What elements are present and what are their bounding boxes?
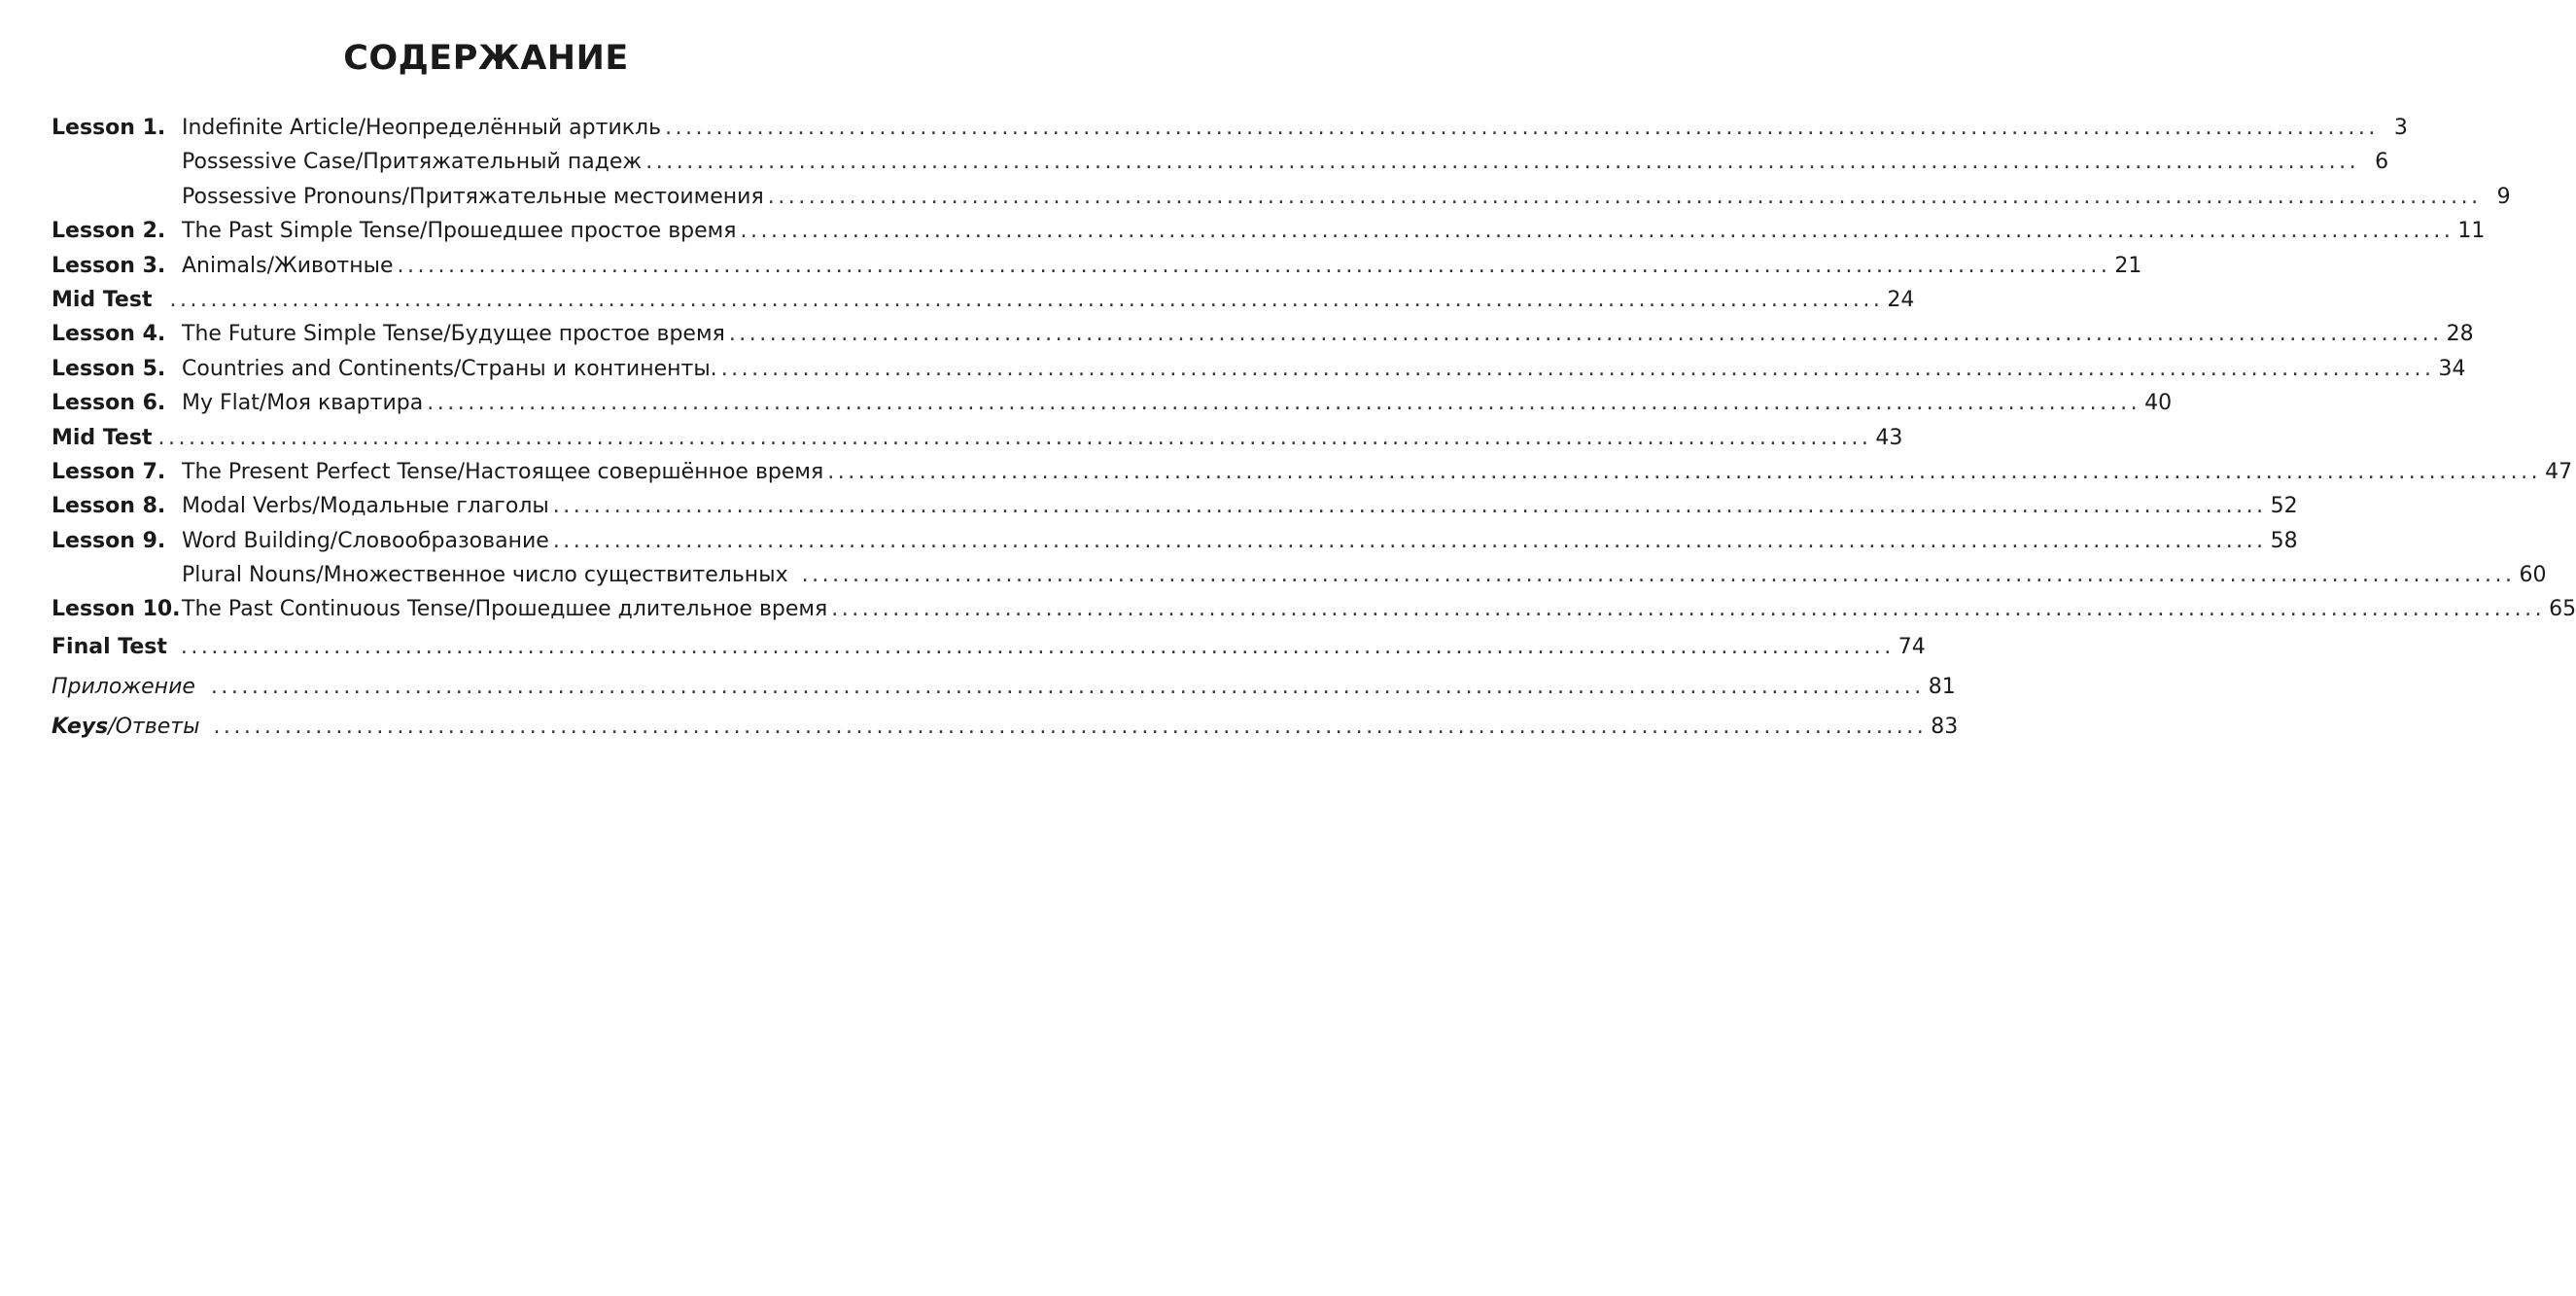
dot-leader: ........................................................................................................................................................................ (180, 634, 1895, 659)
page-number: 83 (1931, 714, 1959, 739)
toc-row[interactable] (52, 489, 2298, 523)
page-number: 52 (2270, 494, 2298, 519)
page-number: 58 (2270, 528, 2298, 553)
section-label: Mid Test (52, 287, 153, 312)
toc-row[interactable] (52, 558, 2547, 592)
lesson-label: Lesson 9. (52, 528, 166, 553)
keys-label-ru: /Ответы (108, 714, 200, 739)
lesson-label: Lesson 10. (52, 597, 181, 622)
toc-row[interactable] (52, 707, 1959, 747)
dot-leader: ........................................................................................................................................................................ (740, 219, 2454, 244)
toc-row[interactable] (52, 111, 2408, 145)
dot-leader: ........................................................................................................................................................................ (767, 184, 2482, 209)
entry-title: Possessive Case/Притяжательный падеж (182, 150, 643, 175)
section-label: Final Test (52, 634, 167, 659)
page-number: 11 (2457, 219, 2486, 244)
entry-title: Countries and Continents/Страны и континенты. (182, 356, 717, 381)
dot-leader: ........................................................................................................................................................................ (213, 714, 1928, 739)
toc-row[interactable] (52, 214, 2486, 248)
entry-title: My Flat/Моя квартира (182, 391, 424, 416)
section-label: Mid Test (52, 425, 153, 450)
page-title: СОДЕРЖАНИЕ (343, 39, 629, 78)
entry-title: The Present Perfect Tense/Настоящее совершённое время (182, 459, 824, 484)
toc-row[interactable] (52, 455, 2573, 489)
page-number: 28 (2446, 322, 2474, 347)
toc-row[interactable] (52, 283, 1915, 317)
dot-leader: ........................................................................................................................................................................ (552, 528, 2267, 553)
entry-title: Animals/Животные (182, 253, 394, 278)
entry-title: Word Building/Словообразование (182, 528, 549, 553)
toc-row[interactable] (52, 421, 1903, 455)
page-number: 34 (2438, 356, 2466, 381)
keys-label (52, 707, 199, 747)
page-number: 6 (2375, 150, 2389, 175)
lesson-label: Lesson 3. (52, 253, 166, 278)
page-number: 9 (2496, 184, 2511, 209)
dot-leader: ........................................................................................................................................................................ (397, 253, 2111, 278)
lesson-label: Lesson 1. (52, 116, 166, 140)
toc-row[interactable] (52, 524, 2298, 558)
page-number: 60 (2519, 563, 2547, 588)
entry-title: Possessive Pronouns/Притяжательные местоимения (182, 184, 764, 209)
page-number: 40 (2144, 391, 2173, 416)
toc-row[interactable] (52, 317, 2474, 351)
toc-row[interactable] (52, 145, 2389, 179)
page-number: 81 (1928, 674, 1956, 699)
lesson-label: Lesson 6. (52, 391, 166, 416)
page-number: 47 (2545, 459, 2573, 484)
lesson-label: Lesson 8. (52, 494, 166, 519)
dot-leader: ........................................................................................................................................................................ (645, 150, 2360, 175)
entry-title: The Past Simple Tense/Прошедшее простое время (182, 219, 737, 244)
dot-leader: ........................................................................................................................................................................ (728, 322, 2443, 347)
page-number: 74 (1897, 634, 1926, 659)
dot-leader: ........................................................................................................................................................................ (831, 597, 2546, 622)
dot-leader: ........................................................................................................................................................................ (210, 674, 1925, 699)
toc-row[interactable] (52, 386, 2173, 420)
toc-row[interactable] (52, 249, 2142, 283)
lesson-label: Lesson 7. (52, 459, 166, 484)
dot-leader: ........................................................................................................................................................................ (801, 563, 2516, 588)
entry-title: Plural Nouns/Множественное число существительных (182, 563, 788, 588)
dot-leader: ........................................................................................................................................................................ (427, 391, 2141, 416)
lesson-label: Lesson 5. (52, 356, 166, 381)
lesson-label: Lesson 4. (52, 322, 166, 347)
lesson-label: Lesson 2. (52, 219, 166, 244)
page-number: 43 (1875, 425, 1903, 450)
page-number: 24 (1887, 287, 1915, 312)
keys-label-en: Keys (52, 714, 109, 739)
table-of-contents (52, 111, 2576, 747)
page-number: 65 (2549, 597, 2576, 622)
toc-row[interactable] (52, 592, 2576, 626)
dot-leader: ........................................................................................................................................................................ (157, 425, 1872, 450)
dot-leader: ........................................................................................................................................................................ (169, 287, 1884, 312)
entry-title: Indefinite Article/Неопределённый артикль (182, 116, 662, 140)
appendix-label: Приложение (52, 674, 195, 699)
toc-row[interactable] (52, 352, 2466, 386)
page-number: 3 (2393, 116, 2408, 140)
dot-leader: ........................................................................................................................................................................ (665, 116, 2379, 140)
dot-leader: ........................................................................................................................................................................ (720, 356, 2435, 381)
entry-title: The Past Continuous Tense/Прошедшее длительное время (182, 597, 828, 622)
toc-row[interactable] (52, 667, 1956, 707)
toc-row[interactable] (52, 627, 1926, 667)
entry-title: The Future Simple Tense/Будущее простое время (182, 322, 725, 347)
page-number: 21 (2114, 253, 2142, 278)
entry-title: Modal Verbs/Модальные глаголы (182, 494, 549, 519)
toc-row[interactable] (52, 180, 2511, 214)
dot-leader: ........................................................................................................................................................................ (827, 459, 2542, 484)
dot-leader: ........................................................................................................................................................................ (552, 494, 2267, 519)
